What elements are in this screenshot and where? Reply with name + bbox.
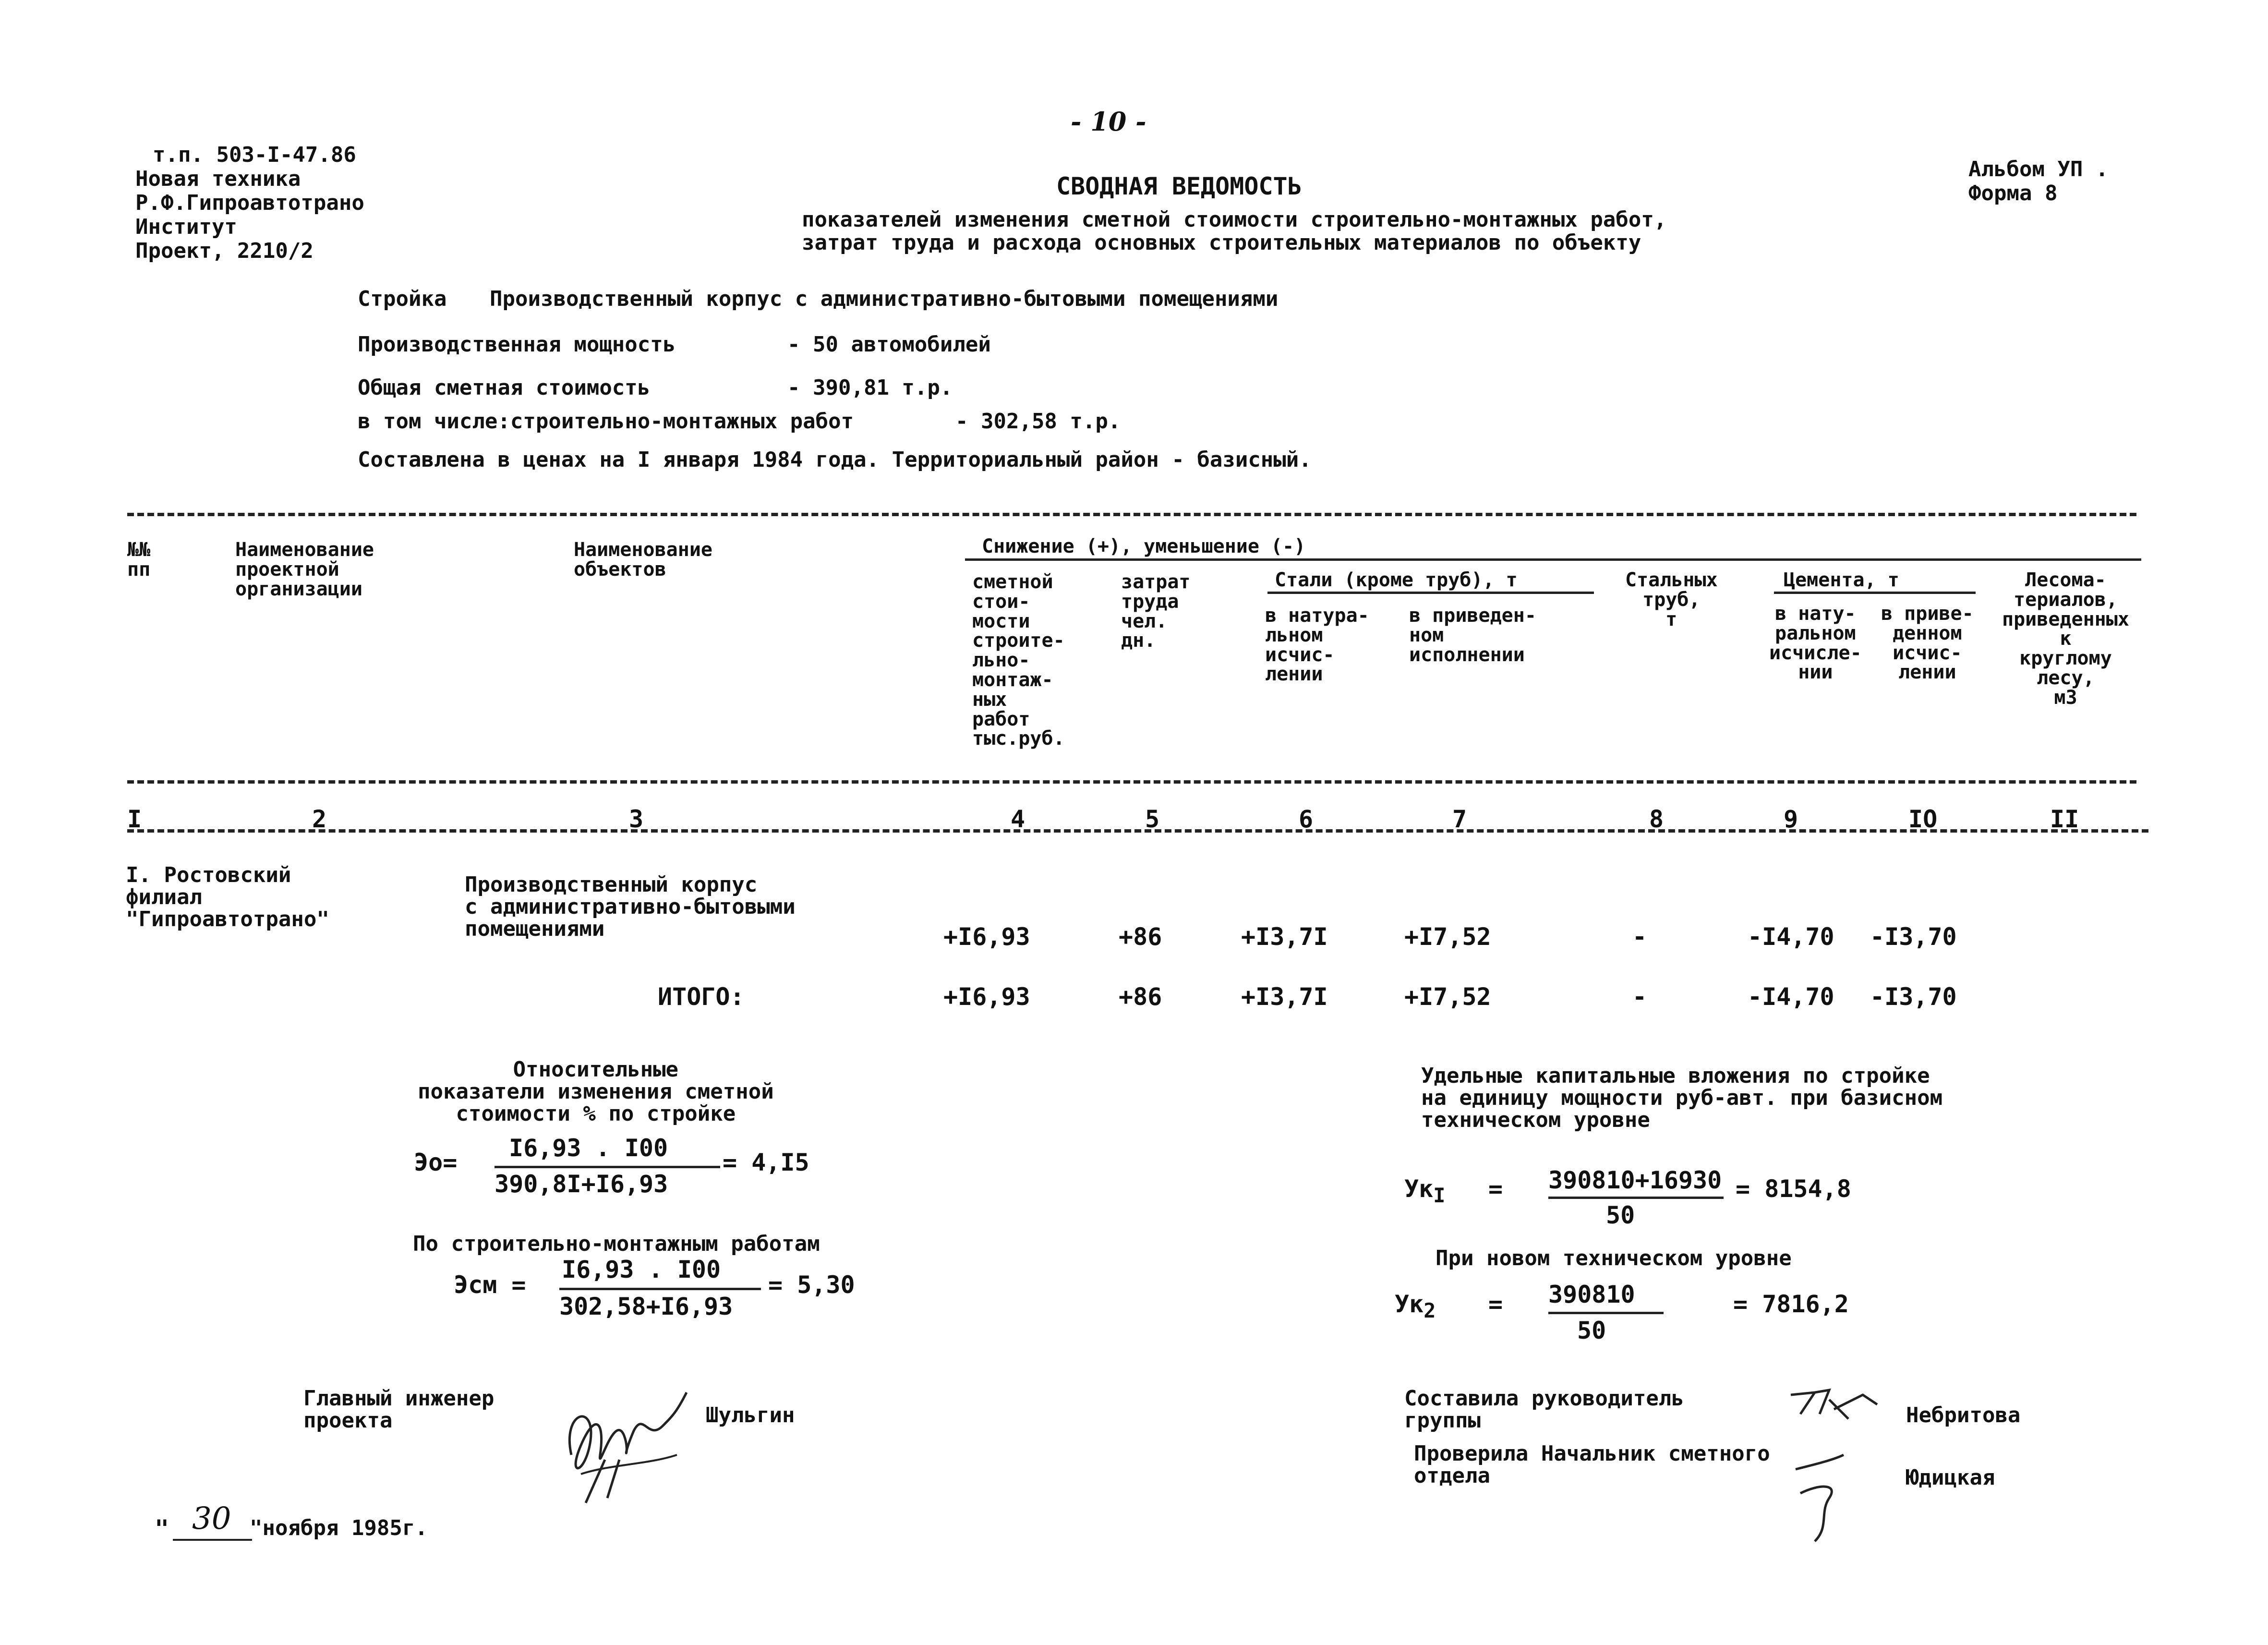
capacity-label: Производственная мощность	[358, 332, 676, 357]
eo-numerator: I6,93 . I00	[509, 1134, 668, 1162]
header-timber: Лесома- териалов, приведенных к круглому лесу, м3	[2002, 569, 2129, 709]
header-group-change: Снижение (+), уменьшение (-)	[982, 535, 1306, 557]
header-object-name: Наименование объектов	[574, 539, 712, 581]
total-cement-natural: -I4,70	[1748, 983, 1834, 1011]
smr-heading: По строительно-монтажным работам	[413, 1232, 820, 1256]
col-number-3: 3	[629, 805, 644, 833]
row-cement-natural: -I4,70	[1748, 923, 1834, 951]
total-label: ИТОГО:	[658, 983, 745, 1011]
col-number-9: 9	[1784, 805, 1798, 833]
col-number-6: 6	[1299, 805, 1314, 833]
uk2-equals: =	[1488, 1290, 1503, 1318]
new-level-label: При новом техническом уровне	[1436, 1246, 1792, 1270]
compiled-by-title: Составила руководитель группы	[1404, 1386, 1684, 1433]
compiled-by-signature	[1786, 1385, 1882, 1428]
uk1-denominator: 50	[1606, 1201, 1635, 1229]
stroyka-label: Стройка	[358, 287, 447, 311]
col-number-10: IO	[1908, 805, 1938, 833]
checked-by-signature	[1791, 1450, 1848, 1546]
cost-label: Общая сметная стоимость	[358, 375, 651, 400]
date-rest: "ноября 1985г.	[250, 1516, 428, 1540]
relative-heading: Относительные показатели изменения сметной стоимости % по стройке	[418, 1057, 774, 1126]
chief-engineer-signature	[552, 1383, 706, 1508]
document-subtitle-2: затрат труда и расхода основных строительных материалов по объекту	[802, 230, 1641, 255]
cost-value: - 390,81 т.р.	[787, 375, 953, 400]
uk2-denominator: 50	[1577, 1317, 1606, 1344]
table-top-rule	[127, 513, 2136, 516]
institute-label: Институт	[135, 215, 237, 239]
chief-engineer-title: Главный инженер проекта	[303, 1386, 495, 1433]
organization-name: Р.Ф.Гипроавтотрано	[135, 191, 364, 215]
header-steel-group: Стали (кроме труб), т	[1275, 569, 1518, 591]
uk2-result: = 7816,2	[1733, 1290, 1849, 1318]
header-smr-cost: сметной стои- мости строите- льно- монтаж- ных работ тыс.руб.	[972, 571, 1065, 750]
total-steel-reduced: +I7,52	[1404, 983, 1491, 1011]
capacity-value: - 50 автомобилей	[787, 332, 991, 357]
row-organization: I. Ростовский филиал "Гипроавтотрано"	[126, 863, 329, 932]
eo-label: Эо=	[414, 1149, 458, 1176]
row-steel-reduced: +I7,52	[1404, 923, 1491, 951]
esm-result: = 5,30	[768, 1271, 855, 1299]
incl-smr-label: в том числе:строительно-монтажных работ	[358, 409, 854, 434]
date-day-underline	[173, 1539, 252, 1541]
album-label: Альбом УП .	[1968, 157, 2109, 181]
uk2-numerator: 390810	[1548, 1281, 1635, 1308]
row-smr-cost: +I6,93	[943, 923, 1030, 951]
row-cement-reduced: -I3,70	[1870, 923, 1957, 951]
group-underline	[965, 558, 2141, 561]
uk1-fraction-bar	[1548, 1197, 1724, 1199]
incl-smr-value: - 302,58 т.р.	[955, 409, 1121, 434]
checked-by-title: Проверила Начальник сметного отдела	[1414, 1441, 1770, 1488]
chief-engineer-name: Шульгин	[706, 1403, 795, 1427]
column-numbers-rule	[127, 829, 2148, 833]
total-labor: +86	[1119, 983, 1162, 1011]
header-col-num: №№ пп	[127, 539, 151, 581]
col-number-8: 8	[1649, 805, 1664, 833]
header-cement-natural: в нату- ральном исчисле- нии	[1769, 603, 1862, 684]
uk1-result: = 8154,8	[1736, 1175, 1851, 1203]
date-day: 30	[192, 1501, 231, 1536]
header-steel-natural: в натура- льном исчис- лении	[1265, 605, 1369, 686]
cement-group-underline	[1774, 592, 1976, 594]
uk2-fraction-bar	[1548, 1312, 1664, 1314]
eo-fraction-bar	[495, 1166, 720, 1168]
eo-result: = 4,I5	[723, 1149, 809, 1176]
row-labor: +86	[1119, 923, 1162, 951]
compiled-by-name: Небритова	[1906, 1403, 2021, 1427]
row-object: Производственный корпус с административно-бытовыми помещениями	[465, 872, 796, 942]
uk2-subscript: 2	[1424, 1299, 1436, 1322]
header-cement-group: Цемента, т	[1784, 569, 1899, 591]
new-technique-label: Новая техника	[135, 167, 301, 191]
uk1-symbol: Ук	[1404, 1175, 1434, 1203]
col-number-11: II	[2050, 805, 2079, 833]
total-steel-pipes: -	[1632, 983, 1647, 1011]
row-steel-pipes: -	[1632, 923, 1647, 951]
col-number-2: 2	[312, 805, 327, 833]
doc-code: т.п. 503-I-47.86	[153, 143, 356, 167]
checked-by-name: Юдицкая	[1906, 1465, 1995, 1490]
uk1-numerator: 390810+16930	[1548, 1166, 1722, 1194]
table-header-bottom-rule	[127, 780, 2136, 784]
col-number-4: 4	[1011, 805, 1025, 833]
esm-fraction-bar	[559, 1288, 761, 1290]
esm-denominator: 302,58+I6,93	[559, 1293, 733, 1320]
uk2-symbol: Ук	[1395, 1290, 1424, 1318]
esm-numerator: I6,93 . I00	[562, 1256, 721, 1283]
header-steel-reduced: в приведен- ном исполнении	[1409, 605, 1536, 666]
total-smr-cost: +I6,93	[943, 983, 1030, 1011]
total-steel-natural: +I3,7I	[1241, 983, 1328, 1011]
steel-group-underline	[1267, 592, 1594, 594]
header-org-name: Наименование проектной организации	[235, 539, 374, 600]
col-number-5: 5	[1145, 805, 1160, 833]
col-number-7: 7	[1452, 805, 1467, 833]
uk1-subscript: I	[1433, 1184, 1446, 1207]
project-number: Проект, 2210/2	[135, 239, 314, 263]
header-cement-reduced: в приве- денном исчис- лении	[1881, 603, 1974, 684]
header-labor: затрат труда чел. дн.	[1121, 571, 1191, 652]
specific-heading: Удельные капитальные вложения по стройке на единицу мощности руб-авт. при базисном техническом уровне	[1421, 1064, 1943, 1133]
row-steel-natural: +I3,7I	[1241, 923, 1328, 951]
document-title: СВОДНАЯ ВЕДОМОСТЬ	[1056, 172, 1302, 200]
eo-denominator: 390,8I+I6,93	[495, 1170, 668, 1198]
stroyka-value: Производственный корпус с административно-бытовыми помещениями	[490, 287, 1279, 311]
uk1-equals: =	[1488, 1175, 1503, 1203]
uk2-label	[1395, 1292, 1436, 1321]
esm-label: Эсм =	[454, 1271, 526, 1299]
page-number: - 10 -	[1071, 106, 1146, 137]
form-label: Форма 8	[1968, 181, 2058, 206]
uk1-label	[1404, 1176, 1445, 1206]
total-cement-reduced: -I3,70	[1870, 983, 1957, 1011]
header-steel-pipes: Стальных труб, т	[1625, 569, 1718, 630]
document-subtitle-1: показателей изменения сметной стоимости строительно-монтажных работ,	[802, 207, 1667, 232]
prices-line: Составлена в ценах на I января 1984 года. Территориальный район - базисный.	[358, 448, 1312, 472]
date-open-quote: "	[155, 1515, 169, 1543]
col-number-1: I	[127, 805, 142, 833]
